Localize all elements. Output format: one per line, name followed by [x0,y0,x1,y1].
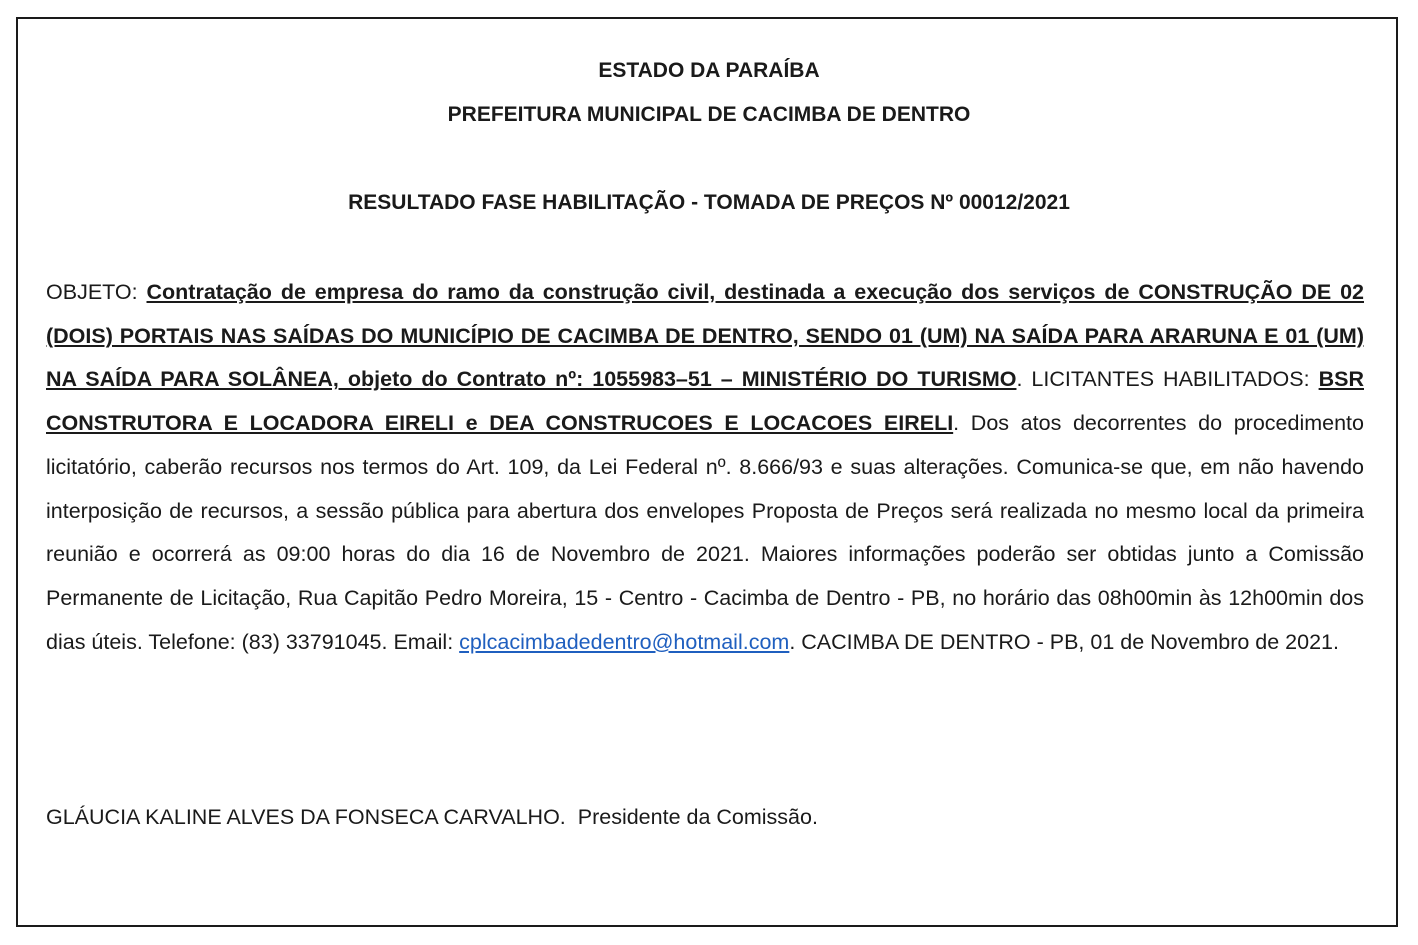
notice-main-text: . Dos atos decorrentes do procedimento licitatório, caberão recursos nos termos do Art. 109, da Lei Federal nº. 8.666/93 e suas alterações. Comunica-se que, em não havendo interposição de recursos, a sessão pública para abertura dos envelopes Proposta de Preços será realizada no mesmo local da primeira reunião e ocorrerá as 09:00 horas do dia 16 de Novembro de 2021. Maiores informações poderão ser obtidas junto a Comissão Permanente de Licitação, Rua Capitão Pedro Moreira, 15 - Centro - Cacimba de Dentro - PB, no horário das 08h00min às 12h00min dos dias úteis. Telefone: (83) 33791045. [46,411,1364,654]
signer-name: GLÁUCIA KALINE ALVES DA FONSECA CARVALHO. [46,805,566,829]
bidders-label: LICITANTES HABILITADOS: [1031,367,1310,392]
separator: . [1016,367,1032,392]
notice-body [46,271,1364,664]
email-link[interactable]: cplcacimbadedentro@hotmail.com [459,629,790,654]
object-label: OBJETO: [46,280,138,304]
state-heading: ESTADO DA PARAÍBA [598,59,820,82]
signature-line [46,801,1364,833]
object-description: Contratação de empresa do ramo da construção civil, destinada a execução dos serviços de CONSTRUÇÃO DE 02 (DOIS) PORTAIS NAS SAÍDAS DO MUNICÍPIO DE CACIMBA DE DENTRO, SENDO 01 (UM) NA SAÍDA PARA ARARUNA E 01 (UM) NA SAÍDA PARA SOLÂNEA, objeto do Contrato nº: 1055983–51 – MINISTÉRIO DO TURISMO [46,280,1364,392]
email-label: Email: [393,629,454,654]
notice-title: RESULTADO FASE HABILITAÇÃO - TOMADA DE PREÇOS Nº 00012/2021 [348,191,1070,214]
signer-role: Presidente da Comissão. [577,805,818,829]
closing-line: . CACIMBA DE DENTRO - PB, 01 de Novembro de 2021. [789,629,1339,654]
municipality-heading: PREFEITURA MUNICIPAL DE CACIMBA DE DENTRO [447,103,971,126]
qualified-bidders: BSR CONSTRUTORA E LOCADORA EIRELI e DEA CONSTRUCOES E LOCACOES EIRELI [46,367,1364,436]
